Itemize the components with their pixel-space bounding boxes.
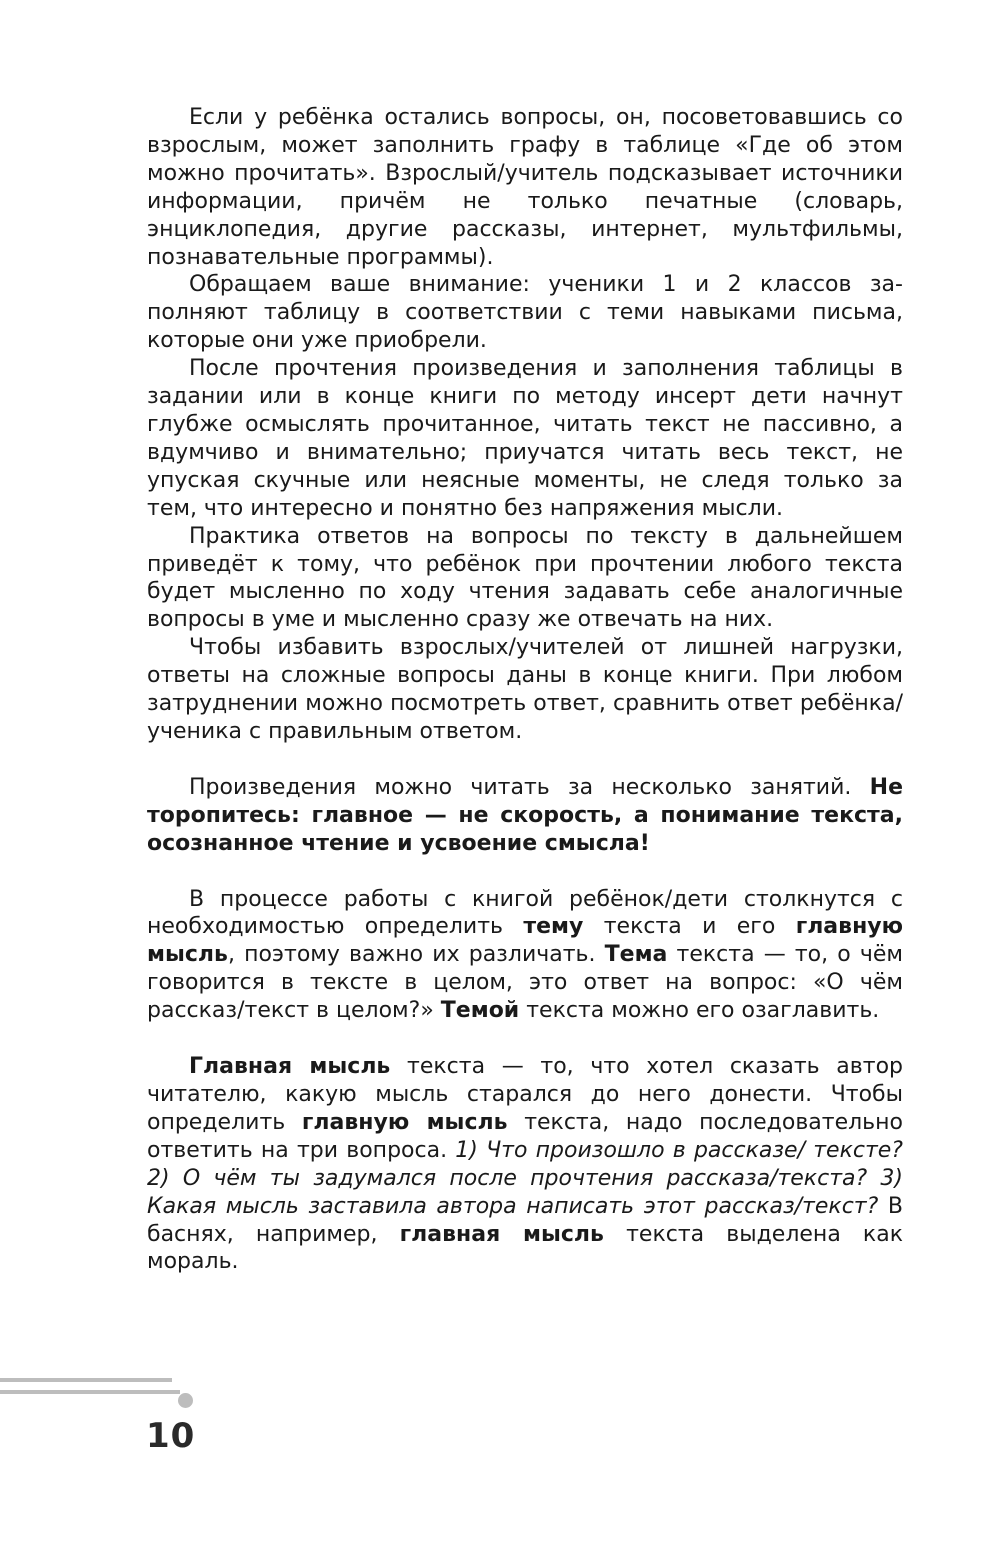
decor-line-bottom <box>0 1390 180 1394</box>
emphasis-bold-text: Тема <box>604 942 668 968</box>
paragraph <box>147 104 903 271</box>
paragraph <box>147 634 903 746</box>
body-text: текста можно его озаглавить. <box>519 998 880 1024</box>
emphasis-bold-text: главную мысль <box>147 914 904 968</box>
decor-dot <box>178 1393 193 1408</box>
paragraph <box>147 271 903 355</box>
footer-decoration <box>0 1378 200 1418</box>
emphasis-bold-text: Не торопитесь: главное — не скорость, а понимание текста, осознанное чтение и усвоение смысла! <box>147 774 903 856</box>
body-text: текста выделена как мораль. <box>147 1221 903 1275</box>
emphasis-bold-text: главная мысль <box>399 1221 604 1247</box>
body-text: Обращаем ваше внимание: ученики 1 и 2 классов заполняют таблицу в соответствии с теми навыками письма, которые они уже приобрели. <box>147 272 903 354</box>
body-text: Если у ребёнка остались вопросы, он, посоветовавшись со взрослым, может заполнить графу в таблице «Где об этом можно прочитать». Взрослый/учитель подсказывает источники информации, причём не только печатные (словарь, энциклопедия, другие рассказы, интернет, мультфильмы, познавательные программы). <box>147 105 903 270</box>
body-text: , поэтому важно их различать. <box>227 942 605 968</box>
decor-line-top <box>0 1378 172 1382</box>
emphasis-italic-text: 1) Что произошло в рассказе/ тексте? 2) О чём ты задумался после прочтения рассказа/текста? 3) Какая мысль заставила автора написать этот рассказ/текст? <box>147 1137 903 1219</box>
paragraph <box>147 355 903 522</box>
body-text: текста, надо последовательно ответить на три вопроса. <box>147 1109 903 1163</box>
body-text: текста и его <box>583 914 796 940</box>
paragraph <box>147 774 903 858</box>
paragraph <box>147 886 903 1026</box>
emphasis-bold-text: тему <box>523 914 584 940</box>
page-number: 10 <box>146 1416 196 1456</box>
body-text: После прочтения произведения и заполнения таблицы в задании или в конце книги по методу инсерт дети начнут глубже осмыслять прочитанное, читать текст не пассивно, а вдумчиво и внимательно; приучатся читать весь текст, не упуская скучные или неясные моменты, не следя только за тем, что интересно и понятно без напряжения мысли. <box>147 356 903 521</box>
emphasis-bold-text: главную мысль <box>301 1109 508 1135</box>
body-text: Произведения можно читать за несколько занятий. <box>189 774 870 800</box>
paragraph <box>147 523 903 635</box>
emphasis-bold-text: Главная мысль <box>189 1054 391 1080</box>
emphasis-bold-text: Темой <box>440 998 520 1024</box>
paragraph <box>147 1053 903 1276</box>
paragraph-gap <box>147 858 903 886</box>
body-text: текста — то, что хотел сказать автор читателю, какую мысль старался до него донести. Чтобы определить <box>147 1054 903 1135</box>
page-body <box>147 104 903 1276</box>
body-text: Практика ответов на вопросы по тексту в дальнейшем приведёт к тому, что ребёнок при прочтении любого текста будет мысленно по ходу чтения задавать себе аналогичные вопросы в уме и мысленно сразу же отвечать на них. <box>147 523 903 633</box>
body-text: текста — то, о чём говорится в тексте в целом, это ответ на вопрос: «О чём рассказ/текст в целом?» <box>147 942 903 1024</box>
paragraph-gap <box>147 746 903 774</box>
body-text: В баснях, например, <box>147 1193 903 1247</box>
paragraph-gap <box>147 1025 903 1053</box>
body-text: В процессе работы с книгой ребёнок/дети столкнутся с необходимостью определить <box>147 886 903 940</box>
body-text: Чтобы избавить взрослых/учителей от лишней нагрузки, ответы на сложные вопросы даны в конце книги. При любом затруднении можно посмотреть ответ, сравнить ответ ребёнка/ученика с правильным ответом. <box>147 635 903 744</box>
